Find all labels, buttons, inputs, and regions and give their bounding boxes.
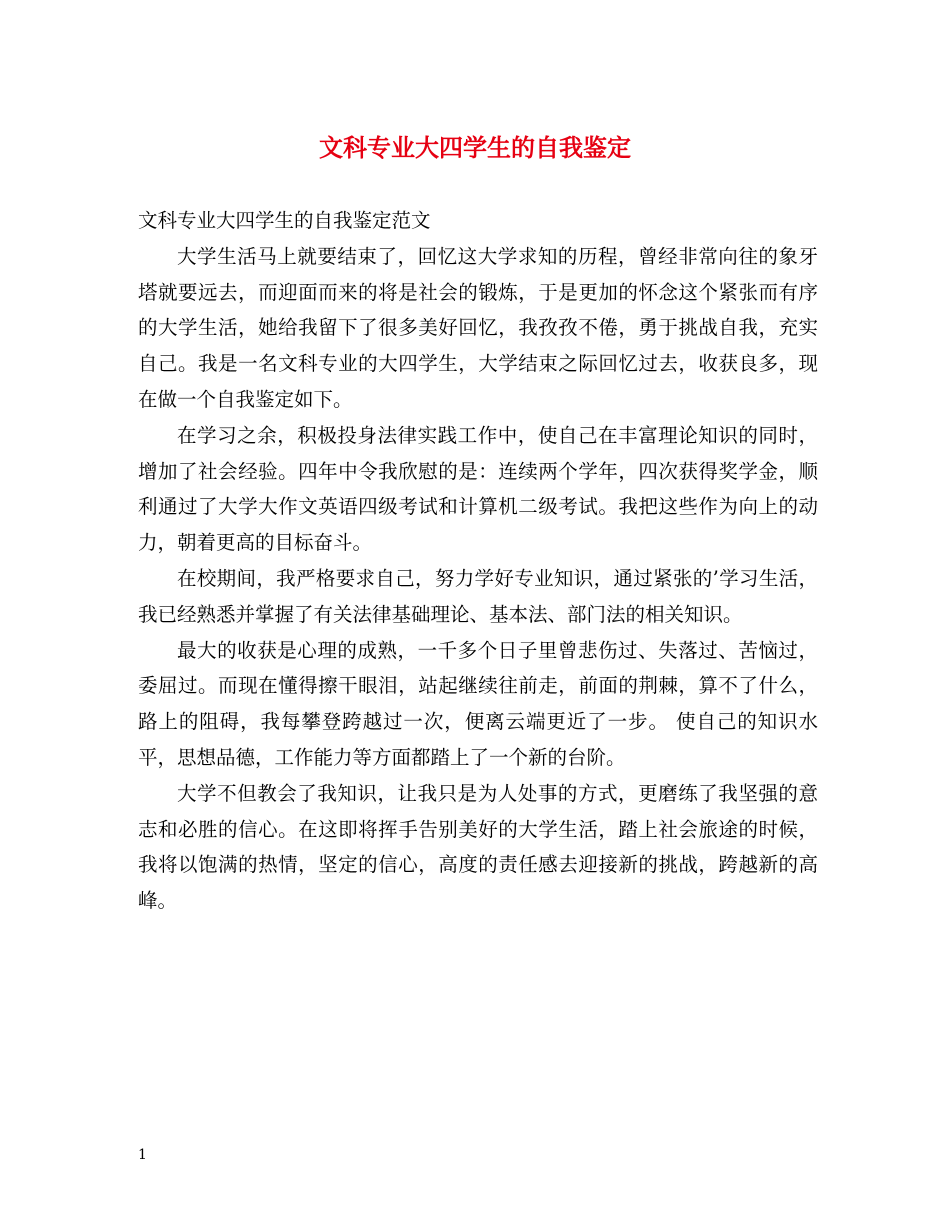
paragraph-5: 大学不但教会了我知识，让我只是为人处事的方式，更磨练了我坚强的意志和必胜的信心。在这即将挥手告别美好的大学生活，踏上社会旅途的时候，我将以饱满的热情，坚定的信心，高度的责任感去迎接新的挑战，跨越新的高峰。 xyxy=(138,781,818,913)
document-title: 文科专业大四学生的自我鉴定 xyxy=(319,133,631,162)
page-number: 1 xyxy=(138,1147,147,1163)
paragraph-2: 在学习之余，积极投身法律实践工作中，使自己在丰富理论知识的同时，增加了社会经验。四年中令我欣慰的是：连续两个学年，四次获得奖学金，顺利通过了大学大作文英语四级考试和计算机二级考试。我把这些作为向上的动力，朝着更高的目标奋斗。 xyxy=(138,423,818,555)
paragraph-3: 在校期间，我严格要求自己，努力学好专业知识，通过紧张的’学习生活，我已经熟悉并掌握了有关法律基础理论、基本法、部门法的相关知识。 xyxy=(138,566,818,626)
paragraph-1: 大学生活马上就要结束了，回忆这大学求知的历程，曾经非常向往的象牙塔就要远去，而迎面而来的将是社会的锻炼，于是更加的怀念这个紧张而有序的大学生活，她给我留下了很多美好回忆，我孜孜不倦，勇于挑战自我，充实自己。我是一名文科专业的大四学生，大学结束之际回忆过去，收获良多，现在做一个自我鉴定如下。 xyxy=(138,244,818,411)
document-subtitle: 文科专业大四学生的自我鉴定范文 xyxy=(138,209,431,232)
paragraph-4: 最大的收获是心理的成熟，一千多个日子里曾悲伤过、失落过、苦恼过，委屈过。而现在懂得擦干眼泪，站起继续往前走，前面的荆棘，算不了什么，路上的阻碍，我每攀登跨越过一次，便离云端更近了一步。 使自己的知识水平，思想品德，工作能力等方面都踏上了一个新的台阶。 xyxy=(138,638,818,769)
document-body xyxy=(138,203,818,919)
